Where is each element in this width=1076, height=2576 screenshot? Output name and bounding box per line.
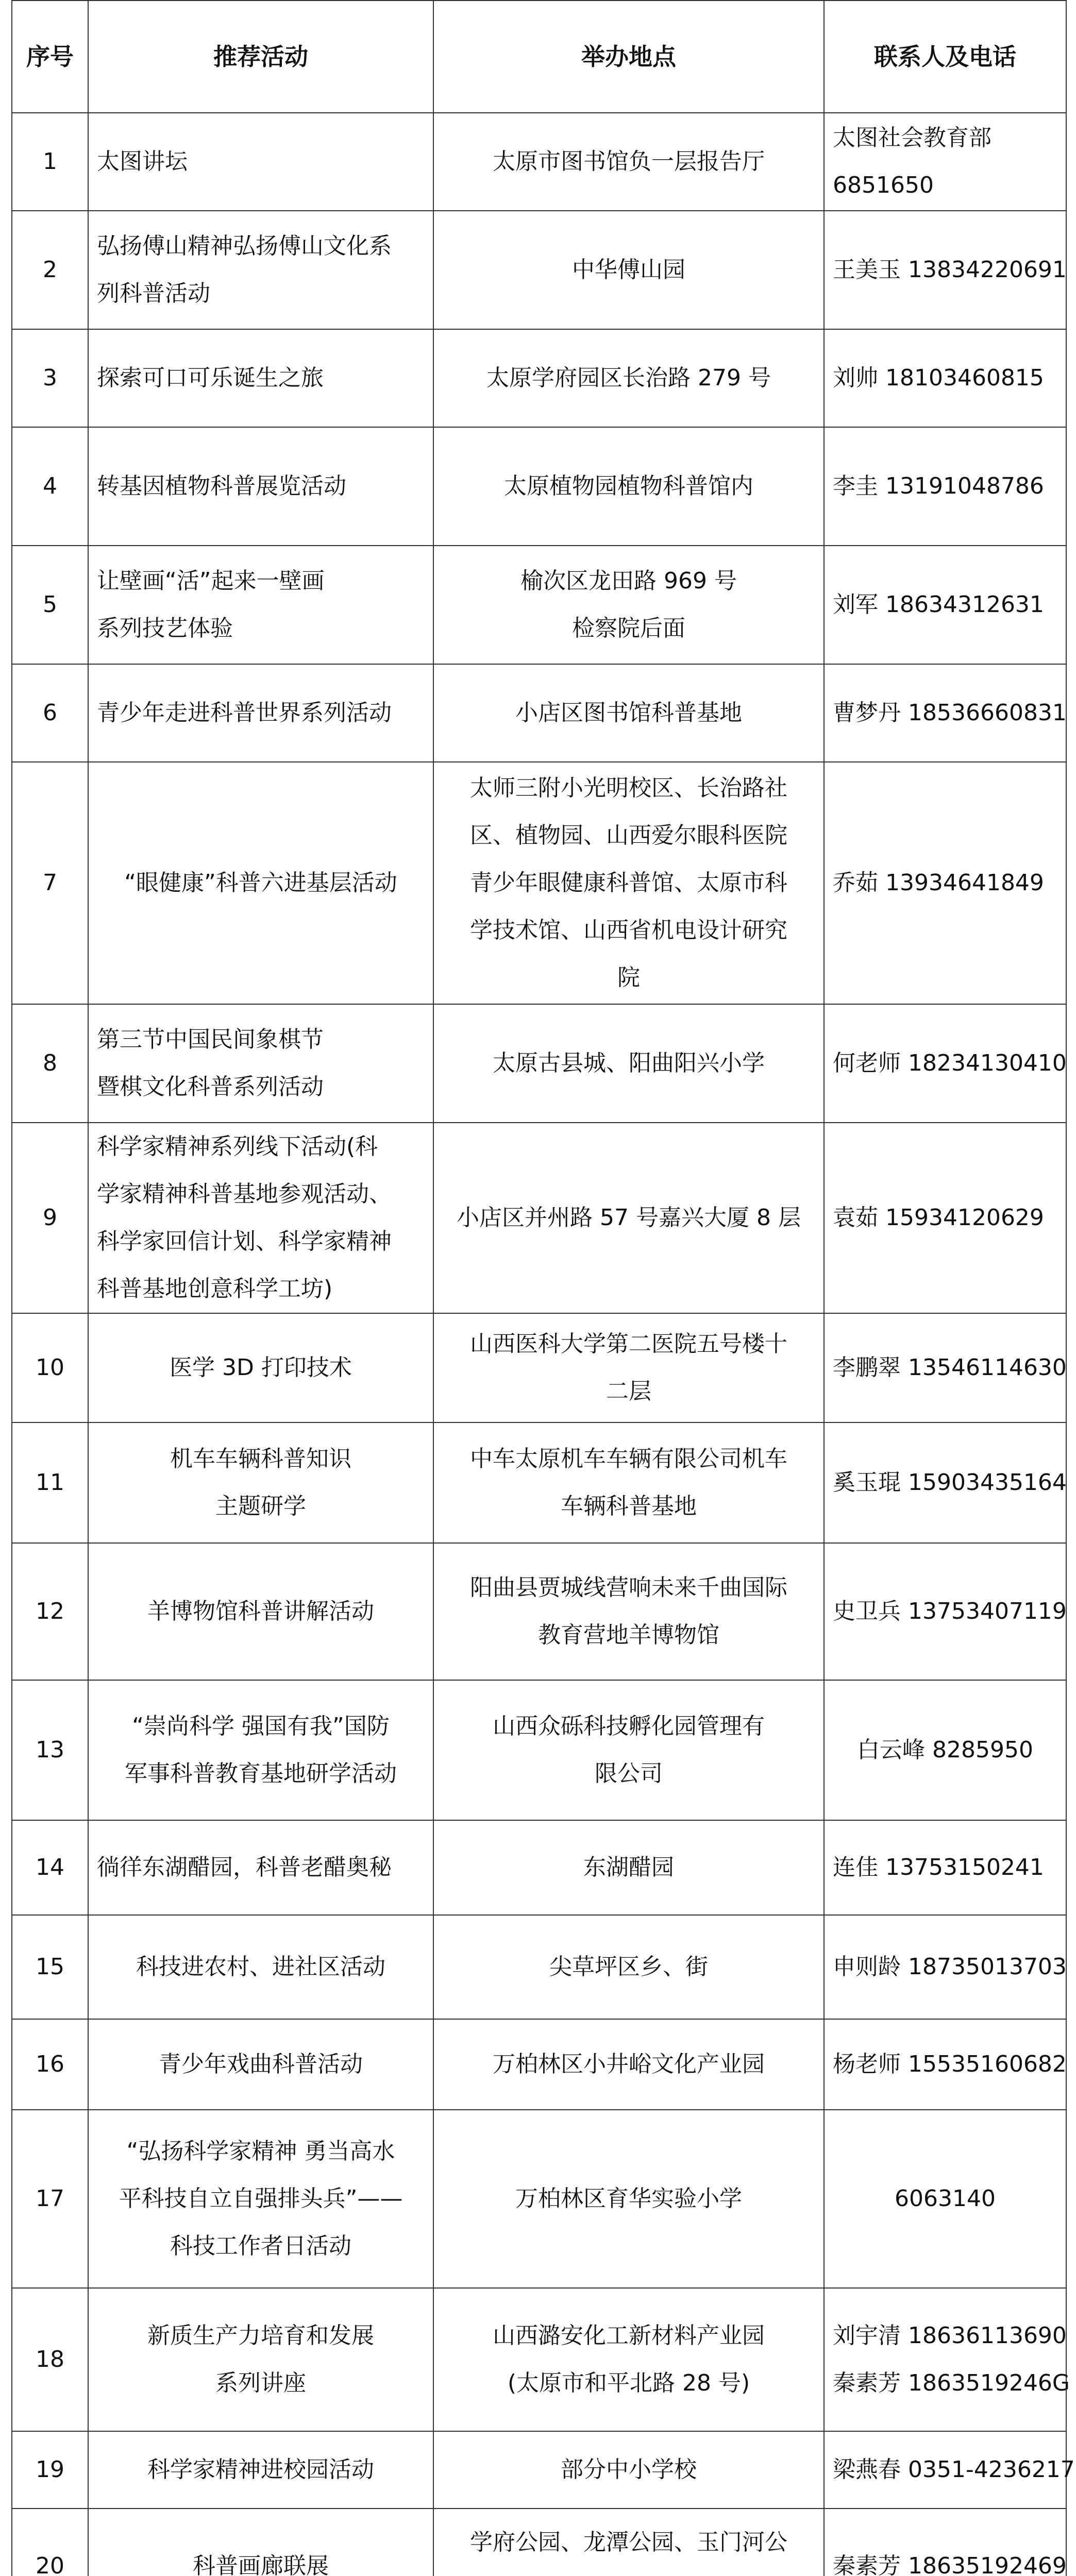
- activity-cell: [88, 1422, 433, 1543]
- header-location: 举办地点: [433, 1, 824, 113]
- text-line: 科普画廊联展: [193, 2553, 329, 2576]
- header-contact: 联系人及电话: [824, 1, 1066, 113]
- contact-cell: [824, 1680, 1066, 1820]
- row-number: 19: [12, 2431, 88, 2509]
- text-line: 军事科普教育基地研学活动: [125, 1760, 397, 1787]
- table-row: [12, 2110, 1066, 2288]
- location-cell: [433, 2288, 824, 2431]
- activity-cell: [88, 1680, 433, 1820]
- table-row: [12, 427, 1066, 546]
- location-cell: [433, 1543, 824, 1680]
- text-line: 学府公园、龙潭公园、玉门河公: [470, 2529, 787, 2555]
- table-row: [12, 1543, 1066, 1680]
- text-line: 医学 3D 打印技术: [170, 1354, 352, 1381]
- table-row: [12, 2019, 1066, 2110]
- text-line: 榆次区龙田路 969 号: [520, 568, 737, 594]
- table-row: [12, 1123, 1066, 1313]
- text-line: 刘军 18634312631: [833, 591, 1044, 618]
- text-line: 检察院后面: [572, 615, 685, 641]
- location-cell: [433, 1313, 824, 1422]
- table-row: [12, 1820, 1066, 1915]
- text-line: 刘帅 18103460815: [833, 365, 1044, 391]
- table-row: [12, 1422, 1066, 1543]
- text-line: (太原市和平北路 28 号): [507, 2370, 750, 2396]
- text-line: 弘扬傅山精神弘扬傅山文化系: [97, 233, 392, 259]
- text-line: 探索可口可乐诞生之旅: [97, 365, 324, 391]
- text-line: 教育营地羊博物馆: [538, 1622, 719, 1648]
- row-number: 8: [12, 1004, 88, 1123]
- text-line: 李鹏翠 13546114630: [833, 1354, 1067, 1381]
- contact-cell: [824, 762, 1066, 1004]
- contact-cell: [824, 2509, 1066, 2576]
- row-number: 15: [12, 1915, 88, 2019]
- contact-cell: [824, 546, 1066, 664]
- text-line: 徜徉东湖醋园，科普老醋奥秘: [97, 1854, 392, 1880]
- text-line: 袁茹 15934120629: [833, 1205, 1044, 1231]
- activity-cell: [88, 1820, 433, 1915]
- contact-cell: [824, 1422, 1066, 1543]
- text-line: 系列技艺体验: [97, 615, 233, 641]
- activity-cell: [88, 546, 433, 664]
- activity-cell: [88, 329, 433, 427]
- activity-cell: [88, 2509, 433, 2576]
- text-line: 让壁画“活”起来一壁画: [97, 568, 325, 594]
- row-number: 20: [12, 2509, 88, 2576]
- row-number: 1: [12, 113, 88, 211]
- text-line: 太原古县城、阳曲阳兴小学: [493, 1050, 765, 1076]
- text-line: 6063140: [895, 2185, 996, 2212]
- row-number: 7: [12, 762, 88, 1004]
- contact-cell: [824, 1543, 1066, 1680]
- activity-cell: [88, 1004, 433, 1123]
- text-line: 连佳 13753150241: [833, 1854, 1044, 1880]
- contact-cell: [824, 1004, 1066, 1123]
- table-row: [12, 1313, 1066, 1422]
- contact-cell: [824, 2110, 1066, 2288]
- contact-cell: [824, 1915, 1066, 2019]
- text-line: 秦素芳 1863519246G: [833, 2370, 1070, 2396]
- text-line: 曹梦丹 18536660831: [833, 700, 1067, 726]
- activity-cell: [88, 2110, 433, 2288]
- activity-cell: [88, 664, 433, 762]
- location-cell: [433, 427, 824, 546]
- table-row: [12, 1004, 1066, 1123]
- activity-table: [11, 0, 1075, 2576]
- text-line: 太原植物园植物科普馆内: [504, 473, 753, 499]
- location-cell: [433, 546, 824, 664]
- table-row: [12, 211, 1066, 329]
- text-line: 列科普活动: [97, 280, 210, 307]
- row-number: 14: [12, 1820, 88, 1915]
- text-line: 万柏林区小井峪文化产业园: [493, 2051, 765, 2077]
- text-line: 平科技自立自强排头兵”——: [119, 2185, 403, 2212]
- text-line: 青少年眼健康科普馆、太原市科: [470, 870, 787, 896]
- text-line: 申则龄 18735013703: [833, 1954, 1067, 1980]
- location-cell: [433, 762, 824, 1004]
- table-row: [12, 329, 1066, 427]
- text-line: 主题研学: [215, 1493, 306, 1519]
- activity-cell: [88, 2019, 433, 2110]
- contact-cell: [824, 1820, 1066, 1915]
- text-line: 车辆科普基地: [561, 1493, 697, 1519]
- text-line: 山西潞安化工新材料产业园: [493, 2323, 765, 2349]
- text-line: 太图讲坛: [97, 148, 188, 175]
- contact-cell: [824, 211, 1066, 329]
- contact-cell: [824, 1313, 1066, 1422]
- text-line: 太原学府园区长治路 279 号: [486, 365, 771, 391]
- table-row: [12, 664, 1066, 762]
- text-line: 乔茹 13934641849: [833, 870, 1044, 896]
- table-row: [12, 113, 1066, 211]
- contact-cell: [824, 427, 1066, 546]
- text-line: 科学家回信计划、科学家精神: [97, 1228, 392, 1255]
- activity-cell: [88, 1313, 433, 1422]
- row-number: 9: [12, 1123, 88, 1313]
- activity-cell: [88, 427, 433, 546]
- text-line: 暨棋文化科普系列活动: [97, 1074, 324, 1100]
- row-number: 10: [12, 1313, 88, 1422]
- text-line: 青少年走进科普世界系列活动: [97, 700, 392, 726]
- text-line: 青少年戏曲科普活动: [159, 2051, 363, 2077]
- activity-cell: [88, 211, 433, 329]
- table-row: [12, 1680, 1066, 1820]
- text-line: 梁燕春 0351-4236217: [833, 2456, 1075, 2483]
- text-line: 太原市图书馆负一层报告厅: [493, 148, 765, 175]
- text-line: 刘宇清 18636113690: [833, 2323, 1067, 2349]
- text-line: 新质生产力培育和发展: [147, 2323, 374, 2349]
- table-row: [12, 762, 1066, 1004]
- table-header-row: [12, 1, 1066, 113]
- text-line: 科技进农村、进社区活动: [136, 1954, 385, 1980]
- activity-cell: [88, 762, 433, 1004]
- text-line: “弘扬科学家精神 勇当高水: [126, 2138, 395, 2164]
- text-line: 机车车辆科普知识: [170, 1446, 351, 1472]
- text-line: 限公司: [595, 1760, 663, 1787]
- table-row: [12, 2288, 1066, 2431]
- text-line: 王美玉 13834220691: [833, 257, 1067, 283]
- text-line: 羊博物馆科普讲解活动: [147, 1598, 374, 1624]
- table-row: [12, 1915, 1066, 2019]
- activity-cell: [88, 1915, 433, 2019]
- text-line: 山西医科大学第二医院五号楼十: [470, 1331, 787, 1357]
- location-cell: [433, 1680, 824, 1820]
- row-number: 18: [12, 2288, 88, 2431]
- row-number: 13: [12, 1680, 88, 1820]
- location-cell: [433, 664, 824, 762]
- header-num: 序号: [12, 1, 88, 113]
- text-line: 科学家精神进校园活动: [147, 2456, 374, 2483]
- text-line: 白云峰 8285950: [857, 1737, 1033, 1763]
- row-number: 5: [12, 546, 88, 664]
- location-cell: [433, 2431, 824, 2509]
- location-cell: [433, 1123, 824, 1313]
- text-line: 转基因植物科普展览活动: [97, 473, 346, 499]
- table-row: [12, 2509, 1066, 2576]
- activity-cell: [88, 2431, 433, 2509]
- contact-cell: [824, 2019, 1066, 2110]
- contact-cell: [824, 664, 1066, 762]
- text-line: 李圭 13191048786: [833, 473, 1044, 499]
- text-line: “眼健康”科普六进基层活动: [124, 870, 397, 896]
- text-line: “崇尚科学 强国有我”国防: [132, 1713, 390, 1739]
- location-cell: [433, 329, 824, 427]
- text-line: 第三节中国民间象棋节: [97, 1026, 324, 1053]
- text-line: 万柏林区育华实验小学: [515, 2185, 742, 2212]
- text-line: 6851650: [833, 172, 934, 198]
- text-line: [442, 2566, 815, 2576]
- table-row: [12, 546, 1066, 664]
- location-cell: [433, 2019, 824, 2110]
- text-line: 科学家精神系列线下活动(科: [97, 1133, 378, 1160]
- row-number: 17: [12, 2110, 88, 2288]
- text-line: 中车太原机车车辆有限公司机车: [470, 1446, 787, 1472]
- text-line: 系列讲座: [215, 2370, 306, 2396]
- location-cell: [433, 1004, 824, 1123]
- text-line: 二层: [606, 1378, 651, 1404]
- activity-cell: [88, 1543, 433, 1680]
- contact-cell: [824, 2288, 1070, 2431]
- text-line: 科技工作者日活动: [170, 2233, 351, 2259]
- text-line: 太师三附小光明校区、长治路社: [470, 775, 787, 801]
- activity-cell: [88, 1123, 433, 1313]
- text-line: 尖草坪区乡、街: [549, 1954, 708, 1980]
- location-cell: [433, 1820, 824, 1915]
- header-activity: 推荐活动: [88, 1, 433, 113]
- text-line: 奚玉琨 15903435164: [833, 1469, 1067, 1496]
- text-line: 科普基地创意科学工坊): [97, 1276, 333, 1302]
- activity-cell: [88, 2288, 433, 2431]
- row-number: 12: [12, 1543, 88, 1680]
- location-cell: [433, 1422, 824, 1543]
- row-number: 2: [12, 211, 88, 329]
- text-line: 阳曲县贾城线营响未来千曲国际: [470, 1574, 787, 1601]
- text-line: 史卫兵 13753407119: [833, 1598, 1067, 1624]
- text-line: 小店区并州路 57 号嘉兴大厦 8 层: [457, 1205, 801, 1231]
- text-line: 院: [617, 964, 640, 991]
- text-line: 何老师 18234130410: [833, 1050, 1067, 1076]
- contact-cell: [824, 2431, 1075, 2509]
- contact-cell: [824, 1123, 1066, 1313]
- location-cell: [433, 211, 824, 329]
- row-number: 11: [12, 1422, 88, 1543]
- text-line: 东湖醋园: [583, 1854, 674, 1880]
- table-row: [12, 2431, 1066, 2509]
- text-line: 小店区图书馆科普基地: [515, 700, 742, 726]
- activity-cell: [88, 113, 433, 211]
- contact-cell: [824, 329, 1066, 427]
- text-line: 杨老师 15535160682: [833, 2051, 1067, 2077]
- row-number: 4: [12, 427, 88, 546]
- text-line: 区、植物园、山西爱尔眼科医院: [470, 822, 787, 849]
- text-line: 太图社会教育部: [833, 125, 991, 151]
- row-number: 6: [12, 664, 88, 762]
- row-number: 16: [12, 2019, 88, 2110]
- location-cell: [433, 2509, 824, 2576]
- text-line: 秦素芳 18635192469: [833, 2553, 1067, 2576]
- text-line: 中华傅山园: [572, 257, 685, 283]
- location-cell: [433, 113, 824, 211]
- contact-cell: [824, 113, 1066, 211]
- row-number: 3: [12, 329, 88, 427]
- text-line: 部分中小学校: [561, 2456, 697, 2483]
- location-cell: [433, 1915, 824, 2019]
- text-line: 学技术馆、山西省机电设计研究: [470, 917, 787, 943]
- text-line: 学家精神科普基地参观活动、: [97, 1181, 392, 1207]
- location-cell: [433, 2110, 824, 2288]
- text-line: 山西众砾科技孵化园管理有: [493, 1713, 765, 1739]
